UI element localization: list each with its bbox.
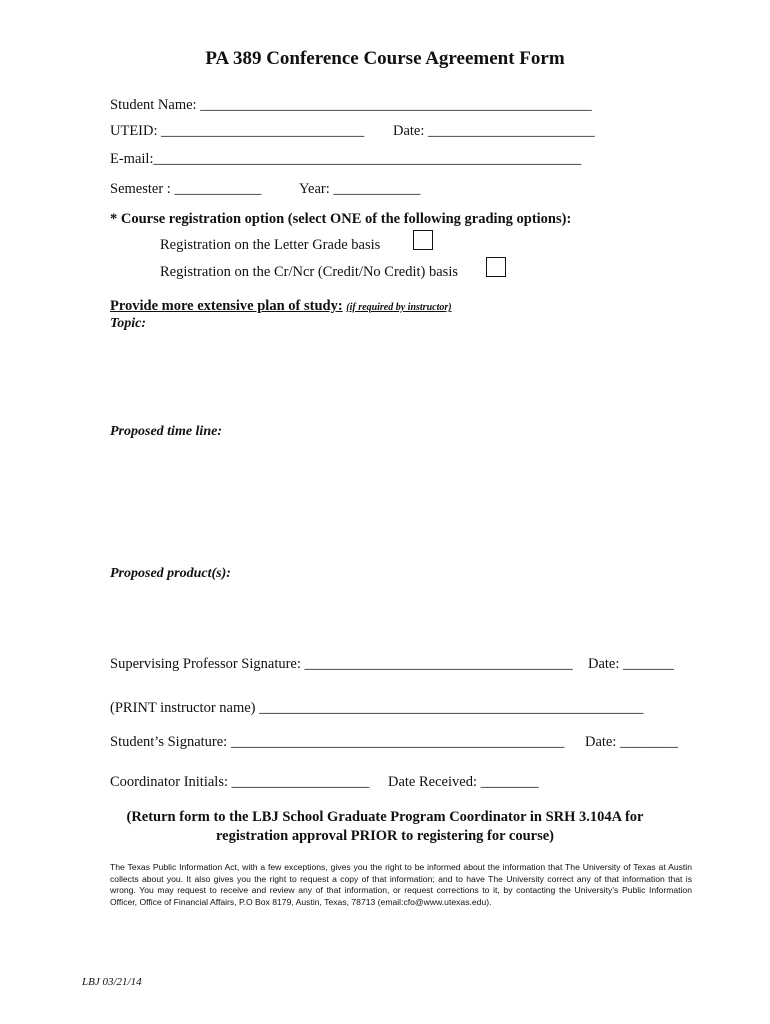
plan-heading (110, 298, 452, 315)
return-instructions (0, 808, 770, 846)
letter-grade-checkbox[interactable] (413, 230, 433, 250)
semester-field[interactable]: Semester : ____________ (110, 181, 262, 197)
timeline-label: Proposed time line: (110, 424, 222, 439)
cr-ncr-checkbox[interactable] (486, 257, 506, 277)
student-signature-field[interactable]: Student’s Signature: ______________________________________________ (110, 734, 565, 750)
option-cr-ncr-label: Registration on the Cr/Ncr (Credit/No Credit) basis (160, 264, 459, 280)
products-label: Proposed product(s): (110, 566, 231, 581)
date-received-field[interactable]: Date Received: ________ (388, 774, 539, 790)
uteid-field[interactable]: UTEID: ____________________________ (110, 123, 365, 139)
coordinator-initials-field[interactable]: Coordinator Initials: ___________________ (110, 774, 370, 790)
plan-heading-text: Provide more extensive plan of study: (110, 298, 343, 314)
professor-signature-field[interactable]: Supervising Professor Signature: _____________________________________ (110, 656, 573, 672)
return-line-2: registration approval PRIOR to registering for course) (215, 828, 555, 844)
uteid-date-field[interactable]: Date: _______________________ (393, 123, 595, 139)
return-line-1: (Return form to the LBJ School Graduate Program Coordinator in SRH 3.104A for (126, 809, 644, 825)
year-field[interactable]: Year: ____________ (299, 181, 421, 197)
option-letter-grade-label: Registration on the Letter Grade basis (160, 237, 381, 253)
privacy-notice: The Texas Public Information Act, with a few exceptions, gives you the right to be informed about the information that The University of Texas at Austin collects about you. It also gives you the right to request a copy of that information; and to have The University correct any of that information that is wrong. You may request to receive and review any of that information, or request corrections to it, by contacting the University’s Public Information Officer, Office of Financial Affairs, P.O Box 8179, Austin, Texas, 78713 (email:cfo@www.utexas.edu). (110, 862, 692, 907)
student-name-field[interactable]: Student Name: ______________________________________________________ (110, 97, 592, 113)
professor-date-field[interactable]: Date: _______ (588, 656, 674, 672)
form-title: PA 389 Conference Course Agreement Form (205, 48, 565, 69)
email-field[interactable]: E-mail:___________________________________________________________ (110, 151, 582, 167)
student-date-field[interactable]: Date: ________ (585, 734, 679, 750)
plan-note: (if required by instructor) (346, 302, 452, 313)
registration-heading: * Course registration option (select ONE of the following grading options): (110, 211, 572, 227)
form-version-footer: LBJ 03/21/14 (82, 976, 142, 988)
instructor-name-field[interactable]: (PRINT instructor name) _____________________________________________________ (110, 700, 644, 716)
topic-label: Topic: (110, 316, 147, 331)
